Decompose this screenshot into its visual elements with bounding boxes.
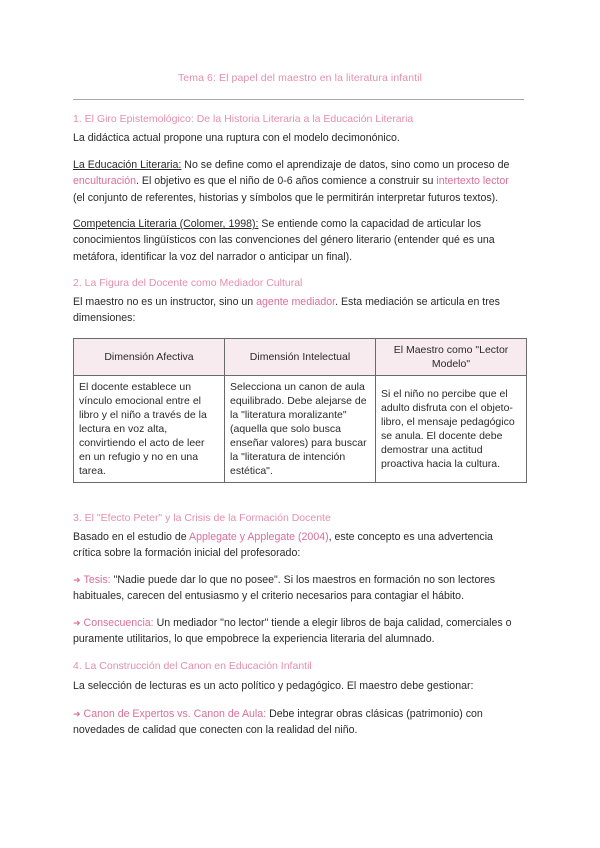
term-competencia-literaria: Competencia Literaria (Colomer, 1998): — [73, 218, 259, 230]
section-3-heading: 3. El "Efecto Peter" y la Crisis de la Formación Docente — [73, 512, 331, 524]
section-1-intro: La didáctica actual propone una ruptura con el modelo decimonónico. — [73, 132, 400, 144]
highlight-enculturacion: enculturación — [73, 175, 137, 188]
table-cell: Selecciona un canon de aula equilibrado. Debe alejarse de la "literatura moralizante" (aquella que solo busca enseñar valores) para buscar la "literatura de intención estética". — [225, 376, 376, 483]
highlight-applegate: Applegate y Applegate (2004) — [189, 531, 329, 543]
section-2-heading: 2. La Figura del Docente como Mediador Cultural — [73, 277, 303, 289]
table-header-cell: El Maestro como "Lector Modelo" — [376, 339, 527, 376]
arrow-right-icon: ➜ — [73, 709, 81, 719]
arrow-right-icon: ➜ — [73, 575, 81, 585]
table-row — [74, 376, 527, 483]
bullet-label: Tesis: — [83, 574, 111, 586]
section-1-educacion-literaria: La Educación Literaria: No se define como el aprendizaje de datos, sino como un proceso de enculturación. El objetivo es que el niño de 0-6 años comience a construir su intertexto lector (el conjunto de referentes, historias y símbolos que le permitirán interpretar futuros textos). — [73, 159, 510, 204]
bullet-label: Consecuencia: — [83, 617, 154, 629]
title-divider — [73, 99, 524, 100]
section-3-bullet-consecuencia: ➜ Consecuencia: Un mediador "no lector" tiende a elegir libros de baja calidad, comerciales o puramente utilitarios, lo que empobrece la experiencia literaria del alumnado. — [73, 617, 512, 646]
section-3-intro: Basado en el estudio de Applegate y Applegate (2004), este concepto es una advertencia crítica sobre la formación inicial del profesorado: — [73, 531, 493, 560]
table-cell: El docente establece un vínculo emocional entre el libro y el niño a través de la lectura en voz alta, convirtiendo el acto de leer en un refugio y no en una tarea. — [74, 376, 225, 483]
section-4-bullet-canon: ➜ Canon de Expertos vs. Canon de Aula: Debe integrar obras clásicas (patrimonio) con novedades de calidad que conecten con la realidad del niño. — [73, 708, 483, 737]
document-title: Tema 6: El papel del maestro en la literatura infantil — [177, 72, 423, 84]
bullet-label: Canon de Expertos vs. Canon de Aula: — [83, 708, 267, 720]
section-4-intro: La selección de lecturas es un acto político y pedagógico. El maestro debe gestionar: — [73, 680, 474, 692]
table-header-cell: Dimensión Afectiva — [74, 339, 225, 376]
term-educacion-literaria: La Educación Literaria: — [73, 159, 182, 171]
section-1-competencia-literaria: Competencia Literaria (Colomer, 1998): Se entiende como la capacidad de articular los conocimientos lingüísticos con las convenciones del género literario (entender qué es una metáfora, identificar la voz del narrador o anticipar un final). — [73, 218, 495, 263]
table-cell: Si el niño no percibe que el adulto disfruta con el objeto-libro, el mensaje pedagógico se anula. El docente debe demostrar una actitud proactiva hacia la cultura. — [376, 376, 527, 483]
highlight-agente-mediador: agente mediador — [256, 296, 336, 308]
section-4-heading: 4. La Construcción del Canon en Educación Infantil — [73, 660, 312, 672]
section-2-intro: El maestro no es un instructor, sino un agente mediador. Esta mediación se articula en tres dimensiones: — [73, 296, 500, 325]
table-header-cell: Dimensión Intelectual — [225, 339, 376, 376]
table-header-row — [74, 339, 527, 376]
section-1-heading: 1. El Giro Epistemológico: De la Historia Literaria a la Educación Literaria — [73, 113, 414, 125]
section-3-bullet-tesis: ➜ Tesis: "Nadie puede dar lo que no posee". Si los maestros en formación no son lectores habituales, carecen del entusiasmo y el criterio necesarios para contagiar el hábito. — [73, 574, 496, 603]
highlight-intertexto-lector: intertexto lector — [436, 175, 509, 188]
dimensions-table — [73, 338, 527, 483]
arrow-right-icon: ➜ — [73, 618, 81, 628]
